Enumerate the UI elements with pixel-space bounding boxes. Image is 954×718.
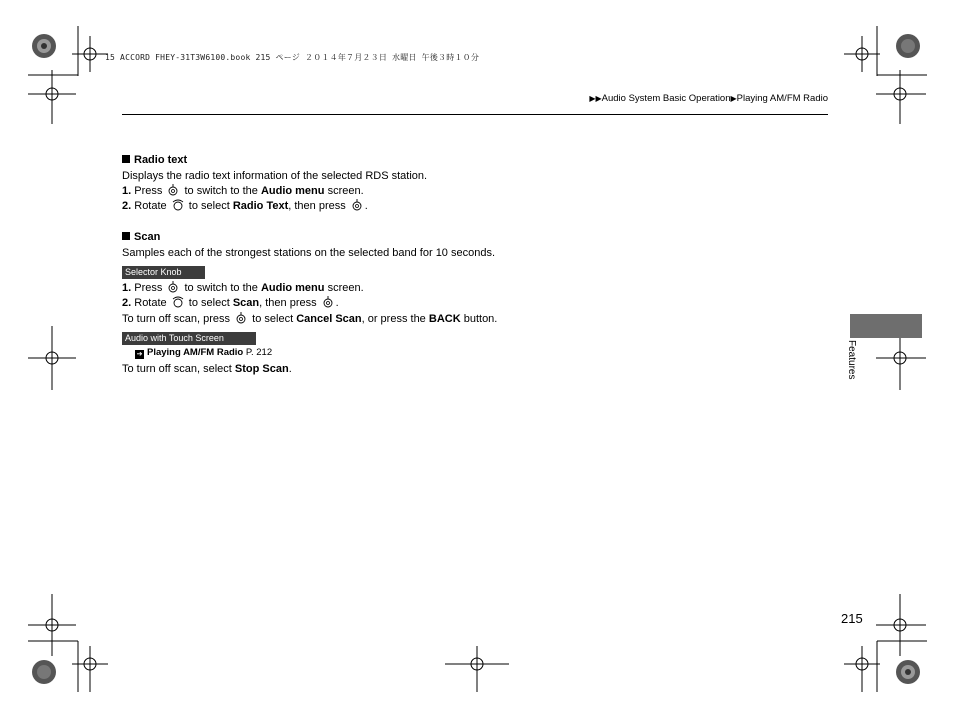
section-heading-scan: Scan [122, 230, 160, 244]
scan-step-2: 2. Rotate to select Scan, then press . [122, 297, 339, 309]
breadcrumb-arrow-icon: ▶▶ [589, 94, 602, 103]
radio-text-step-1: 1. Press to switch to the Audio menu screen. [122, 185, 364, 197]
breadcrumb [589, 93, 828, 104]
interface-dial-press-icon [167, 184, 179, 196]
tag-selector-knob: Selector Knob [122, 266, 205, 279]
interface-dial-press-icon [235, 312, 247, 324]
cross-reference-arrow-icon: ➔ [136, 351, 143, 358]
chapter-index-tab [850, 314, 922, 338]
print-header-line: 15 ACCORD FHEY-31T3W6100.book 215 ページ ２０１４年７月２３日 水曜日 午後３時１０分 [105, 53, 480, 62]
chapter-label-features: Features [846, 340, 857, 380]
interface-dial-press-icon [167, 281, 179, 293]
breadcrumb-item-audio-system[interactable]: Audio System Basic Operation [601, 93, 731, 104]
radio-text-description: Displays the radio text information of the selected RDS station. [122, 170, 428, 182]
radio-text-step-2: 2. Rotate to select Radio Text, then press . [122, 200, 368, 212]
interface-dial-rotate-icon [172, 296, 184, 308]
scan-description: Samples each of the strongest stations on the selected band for 10 seconds. [122, 247, 496, 259]
page-number: 215 [841, 611, 863, 626]
breadcrumb-arrow-icon: ▶ [730, 94, 737, 103]
interface-dial-press-icon [351, 199, 363, 211]
header-rule [122, 114, 828, 115]
scan-turnoff-knob: To turn off scan, press to select Cancel Scan, or press the BACK button. [122, 313, 498, 325]
cross-reference-link[interactable]: ➔ Playing AM/FM Radio P. 212 [136, 347, 273, 358]
tag-audio-touch-screen: Audio with Touch Screen [122, 332, 256, 345]
interface-dial-rotate-icon [172, 199, 184, 211]
section-heading-radio-text: Radio text [122, 153, 187, 167]
scan-step-1: 1. Press to switch to the Audio menu screen. [122, 282, 364, 294]
square-bullet-icon [122, 232, 130, 240]
interface-dial-press-icon [322, 296, 334, 308]
breadcrumb-item-playing-am-fm[interactable]: Playing AM/FM Radio [736, 93, 828, 104]
square-bullet-icon [122, 155, 130, 163]
scan-turnoff-touch: To turn off scan, select Stop Scan. [122, 363, 292, 375]
